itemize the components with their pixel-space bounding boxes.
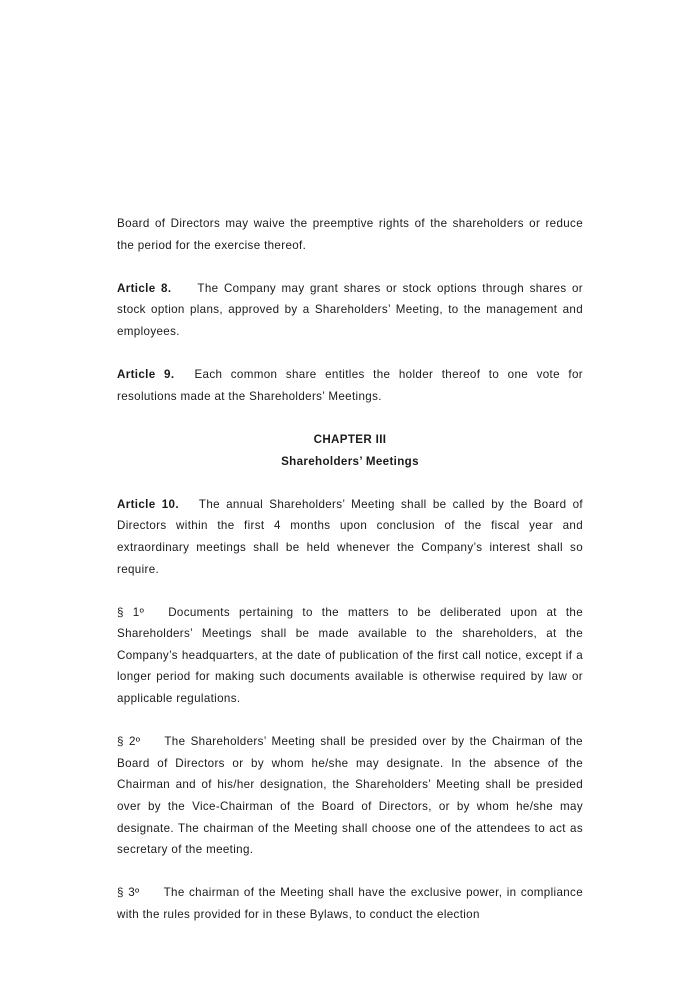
section-2-text: The Shareholders’ Meeting shall be presided over by the Chairman of the Board of Directors or by whom he/she may designate. In the absence of the Chairman and of his/her designation, the Shareholders’ Meeting shall be presided over by the Vice-Chairman of the Board of Directors, or by whom he/she may designate. The chairman of the Meeting shall choose one of the attendees to act as secretary of the meeting. (117, 735, 583, 857)
article-10 (117, 494, 583, 580)
chapter-subtitle: Shareholders’ Meetings (281, 454, 419, 468)
chapter-title: CHAPTER III (313, 432, 387, 446)
article-8-label: Article 8. (117, 281, 172, 295)
section-3-label: § 3º (117, 886, 140, 900)
article-9-text: Each common share entitles the holder thereof to one vote for resolutions made at the Shareholders’ Meetings. (117, 368, 583, 403)
document-body (117, 213, 583, 926)
section-2-label: § 2º (117, 735, 141, 749)
section-1-label: § 1º (117, 605, 145, 619)
section-1 (117, 602, 583, 710)
section-1-text: Documents pertaining to the matters to be deliberated upon at the Shareholders’ Meetings shall be made available to the shareholders, at the Company’s headquarters, at the date of publication of the first call notice, except if a longer period for making such documents available is otherwise required by law or applicable regulations. (117, 605, 583, 706)
article-8 (117, 278, 583, 343)
article-8-text: The Company may grant shares or stock options through shares or stock option plans, approved by a Shareholders’ Meeting, to the management and employees. (117, 281, 583, 338)
section-2 (117, 731, 583, 861)
section-3 (117, 882, 583, 925)
article-9-label: Article 9. (117, 368, 175, 382)
article-10-text: The annual Shareholders’ Meeting shall be called by the Board of Directors within the first 4 months upon conclusion of the fiscal year and extraordinary meetings shall be held whenever the Company’s interest shall so require. (117, 497, 583, 576)
article-9 (117, 364, 583, 407)
paragraph-preemptive-rights: Board of Directors may waive the preemptive rights of the shareholders or reduce the period for the exercise thereof. (117, 217, 583, 252)
article-10-label: Article 10. (117, 497, 179, 511)
section-3-text: The chairman of the Meeting shall have the exclusive power, in compliance with the rules provided for in these Bylaws, to conduct the election (117, 886, 583, 921)
